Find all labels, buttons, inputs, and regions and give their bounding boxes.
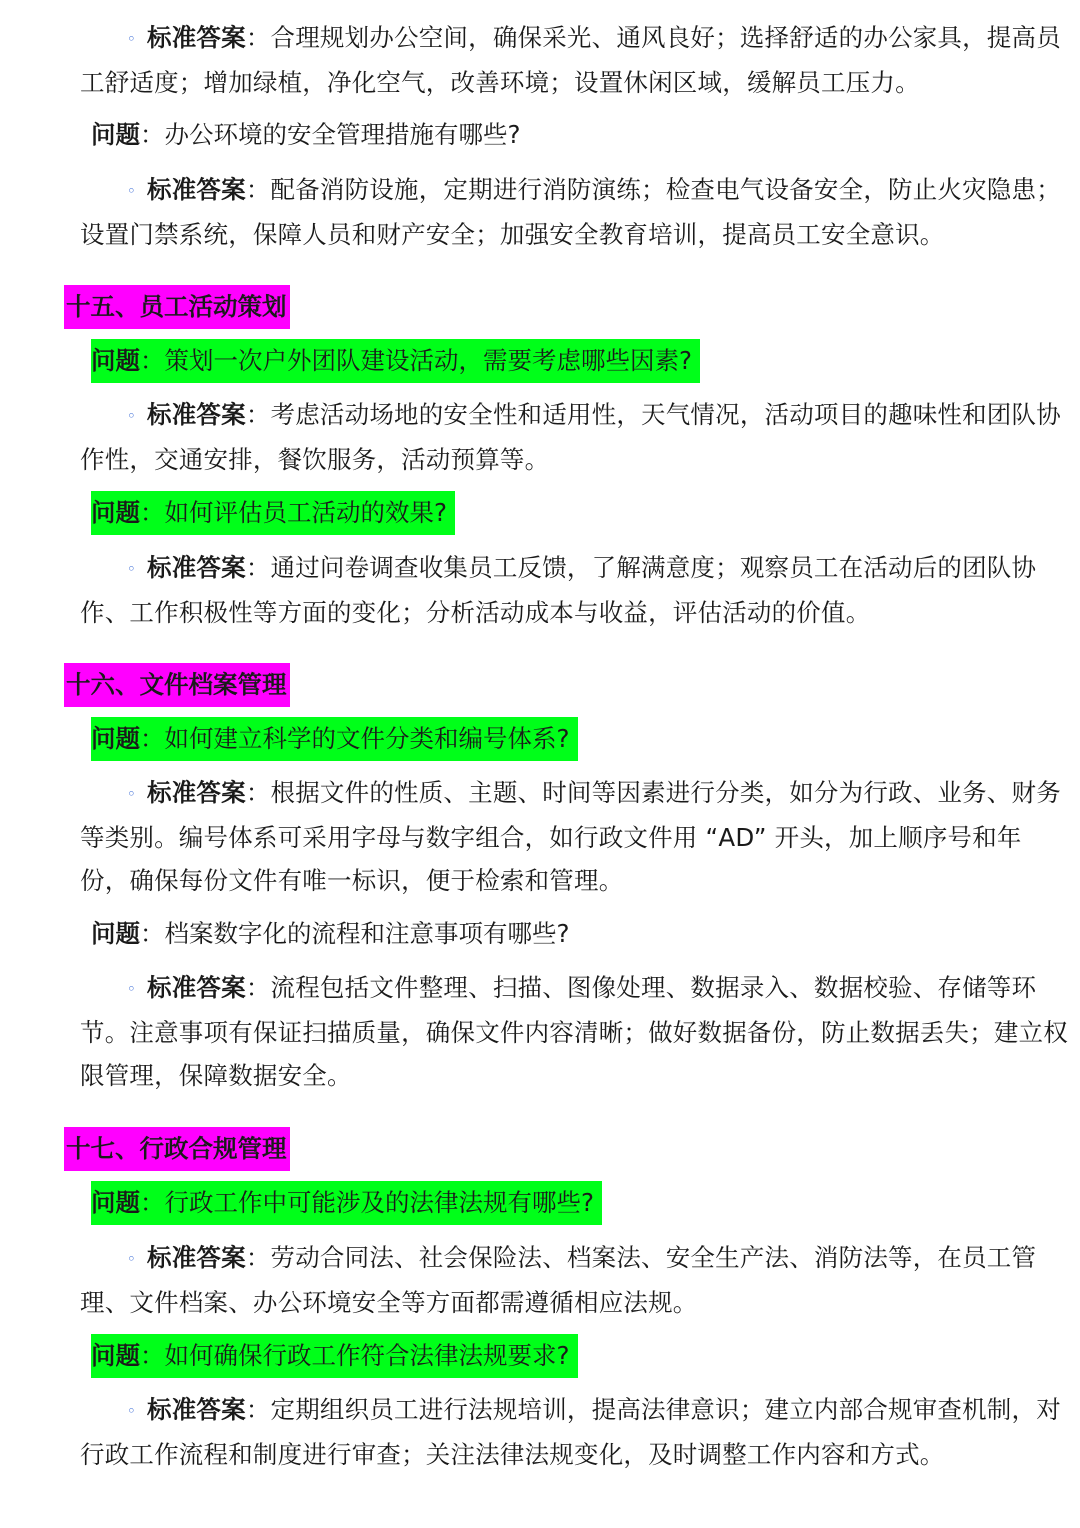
answer-paragraph xyxy=(80,1388,1070,1476)
bullet-icon: ◦ xyxy=(127,30,137,48)
question-text: 行政工作中可能涉及的法律法规有哪些? xyxy=(164,1188,595,1217)
question-text: 档案数字化的流程和注意事项有哪些? xyxy=(164,919,570,948)
label-separator: ： xyxy=(245,553,271,582)
question-line xyxy=(91,1334,578,1378)
answer-paragraph xyxy=(80,966,1070,1097)
bullet-icon: ◦ xyxy=(127,785,137,803)
answer-text: 流程包括文件整理、扫描、图像处理、数据录入、数据校验、存储等环节。注意事项有保证扫描质量，确保文件内容清晰；做好数据备份，防止数据丢失；建立权限管理，保障数据安全。 xyxy=(80,973,1068,1090)
question-text: 如何评估员工活动的效果? xyxy=(164,498,448,527)
answer-label: 标准答案 xyxy=(147,973,246,1002)
answer-label: 标准答案 xyxy=(147,400,246,429)
answer-label: 标准答案 xyxy=(147,175,246,204)
answer-text: 考虑活动场地的安全性和适用性，天气情况，活动项目的趣味性和团队协作性，交通安排，餐饮服务，活动预算等。 xyxy=(80,400,1061,474)
question-label: 问题 xyxy=(91,1188,140,1217)
bullet-icon: ◦ xyxy=(127,980,137,998)
label-separator: ： xyxy=(245,175,271,204)
answer-text: 合理规划办公空间，确保采光、通风良好；选择舒适的办公家具，提高员工舒适度；增加绿植，净化空气，改善环境；设置休闲区域，缓解员工压力。 xyxy=(80,23,1061,97)
question-text: 办公环境的安全管理措施有哪些? xyxy=(164,120,521,149)
question-text: 如何建立科学的文件分类和编号体系? xyxy=(164,724,570,753)
label-separator: ： xyxy=(245,778,271,807)
answer-label: 标准答案 xyxy=(147,23,246,52)
question-label: 问题 xyxy=(91,919,140,948)
answer-paragraph xyxy=(80,16,1070,104)
answer-label: 标准答案 xyxy=(147,1395,246,1424)
question-line xyxy=(91,1181,602,1225)
answer-text: 根据文件的性质、主题、时间等因素进行分类，如分为行政、业务、财务等类别。编号体系可采用字母与数字组合，如行政文件用 “AD” 开头，加上顺序号和年份，确保每份文件有唯一标识，便于检索和管理。 xyxy=(80,778,1061,895)
question-text: 如何确保行政工作符合法律法规要求? xyxy=(164,1341,570,1370)
answer-text: 通过问卷调查收集员工反馈，了解满意度；观察员工在活动后的团队协作、工作积极性等方面的变化；分析活动成本与收益，评估活动的价值。 xyxy=(80,553,1037,627)
question-label: 问题 xyxy=(91,346,140,375)
label-separator: ： xyxy=(140,346,165,375)
label-separator: ： xyxy=(140,1188,165,1217)
answer-paragraph xyxy=(80,1236,1070,1324)
label-separator: ： xyxy=(140,1341,165,1370)
question-label: 问题 xyxy=(91,1341,140,1370)
answer-label: 标准答案 xyxy=(147,778,246,807)
label-separator: ： xyxy=(140,724,165,753)
answer-label: 标准答案 xyxy=(147,553,246,582)
label-separator: ： xyxy=(140,120,165,149)
section-heading: 十六、文件档案管理 xyxy=(64,663,290,707)
question-line xyxy=(91,491,455,535)
bullet-icon: ◦ xyxy=(127,407,137,425)
label-separator: ： xyxy=(245,1243,271,1272)
question-label: 问题 xyxy=(91,724,140,753)
question-line xyxy=(91,113,529,157)
section-heading: 十七、行政合规管理 xyxy=(64,1127,290,1171)
answer-paragraph xyxy=(80,546,1070,634)
answer-label: 标准答案 xyxy=(147,1243,246,1272)
bullet-icon: ◦ xyxy=(127,1250,137,1268)
question-line xyxy=(91,717,578,761)
answer-paragraph xyxy=(80,168,1070,256)
answer-text: 定期组织员工进行法规培训，提高法律意识；建立内部合规审查机制，对行政工作流程和制度进行审查；关注法律法规变化，及时调整工作内容和方式。 xyxy=(80,1395,1061,1469)
answer-text: 配备消防设施，定期进行消防演练；检查电气设备安全，防止火灾隐患；设置门禁系统，保障人员和财产安全；加强安全教育培训，提高员工安全意识。 xyxy=(80,175,1061,249)
bullet-icon: ◦ xyxy=(127,182,137,200)
section-heading: 十五、员工活动策划 xyxy=(64,285,290,329)
question-line xyxy=(91,339,700,383)
question-line xyxy=(91,912,578,956)
answer-text: 劳动合同法、社会保险法、档案法、安全生产法、消防法等，在员工管理、文件档案、办公环境安全等方面都需遵循相应法规。 xyxy=(80,1243,1037,1317)
label-separator: ： xyxy=(245,1395,271,1424)
label-separator: ： xyxy=(245,23,271,52)
label-separator: ： xyxy=(140,498,165,527)
answer-paragraph xyxy=(80,771,1070,902)
bullet-icon: ◦ xyxy=(127,560,137,578)
label-separator: ： xyxy=(140,919,165,948)
bullet-icon: ◦ xyxy=(127,1402,137,1420)
question-label: 问题 xyxy=(91,498,140,527)
label-separator: ： xyxy=(245,973,271,1002)
question-label: 问题 xyxy=(91,120,140,149)
question-text: 策划一次户外团队建设活动，需要考虑哪些因素? xyxy=(164,346,693,375)
label-separator: ： xyxy=(245,400,271,429)
answer-paragraph xyxy=(80,393,1070,481)
